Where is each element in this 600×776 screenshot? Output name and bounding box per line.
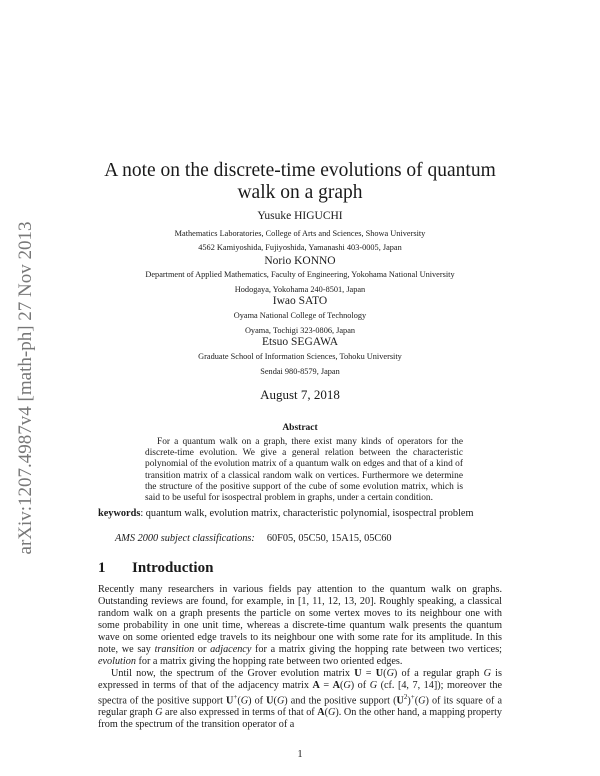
arxiv-id-text: arXiv:1207.4987v4 [math-ph] 27 Nov 2013 <box>15 221 36 555</box>
author-name: Norio KONNO <box>264 255 336 267</box>
author-affiliation: Oyama National College of Technology <box>233 311 367 320</box>
author-name: Yusuke HIGUCHI <box>257 210 343 222</box>
author-address: Sendai 980-8579, Japan <box>260 367 340 376</box>
introduction-body <box>98 584 502 731</box>
abstract-text: For a quantum walk on a graph, there exist many kinds of operators for the discrete-time evolution. We give a general relation between the characteristic polynomial of the evolution matrix of a quantum walk on edges and that of a kind of transition matrix of a classical random walk on vertices. Furthermore we determine the structure of the positive support of the cube of some evolution matrix, which is said to be useful for isospectral problem in graphs, under a certain condition. <box>145 437 463 504</box>
page-number: 1 <box>297 749 303 760</box>
author-address: Oyama, Tochigi 323-0806, Japan <box>244 326 356 335</box>
body-paragraph: Until now, the spectrum of the Grover evolution matrix U = U(G) of a regular graph G is expressed in terms of that of the adjacency matrix A = A(G) of G (cf. [4, 7, 14]); moreover the spectra of the positive support U+(G) of U(G) and the positive support $(U^2)^+(G)$ of its square of a regular graph G are also expressed in terms of that of A(G). On the other hand, a mapping property from the spectrum of the transition operator of a <box>98 667 503 730</box>
keywords-list: : quantum walk, evolution matrix, characteristic polynomial, isospectral problem <box>140 508 474 519</box>
msc-label: AMS 2000 subject classifications: <box>115 533 255 544</box>
author-address: Hodogaya, Yokohama 240-8501, Japan <box>234 285 366 294</box>
paper-title: A note on the discrete-time evolutions of quantum walk on a graph <box>104 160 496 203</box>
msc-codes: 60F05, 05C50, 15A15, 05C60 <box>266 533 392 544</box>
section-heading <box>98 560 213 577</box>
author-affiliation: Department of Applied Mathematics, Faculty of Engineering, Yokohama National University <box>145 270 455 279</box>
keywords-label: keywords <box>98 508 141 519</box>
author-affiliation: Mathematics Laboratories, College of Arts and Sciences, Showa University <box>174 229 426 238</box>
author-address: 4562 Kamiyoshida, Fujiyoshida, Yamanashi 403-0005, Japan <box>198 243 402 252</box>
section-number: 1 <box>98 560 106 576</box>
subject-classification <box>115 533 392 544</box>
abstract-heading: Abstract <box>282 423 318 433</box>
author-name: Iwao SATO <box>272 295 328 307</box>
keywords <box>98 508 510 520</box>
paper-date: August 7, 2018 <box>260 387 340 402</box>
section-title: Introduction <box>132 560 214 576</box>
author-name: Etsuo SEGAWA <box>261 336 339 348</box>
author-affiliation: Graduate School of Information Sciences, Tohoku University <box>198 352 402 361</box>
body-paragraph: Recently many researchers in various fields pay attention to the quantum walk on graphs. Outstanding reviews are found, for example, in [1, 11, 12, 13, 20]. Roughly speaking, a classical random walk on a graph presents the particle on some vertex moves to its neighbour one with some probability in one unit time, whereas a discrete-time quantum walk presents the quantum wave on some oriented edge travels to its neighbour one with some rate for its amplitude. In this note, we say transition or adjacency for a matrix giving the hopping rate between two vertices; evolution for a matrix giving the hopping rate between two oriented edges. <box>98 584 502 667</box>
